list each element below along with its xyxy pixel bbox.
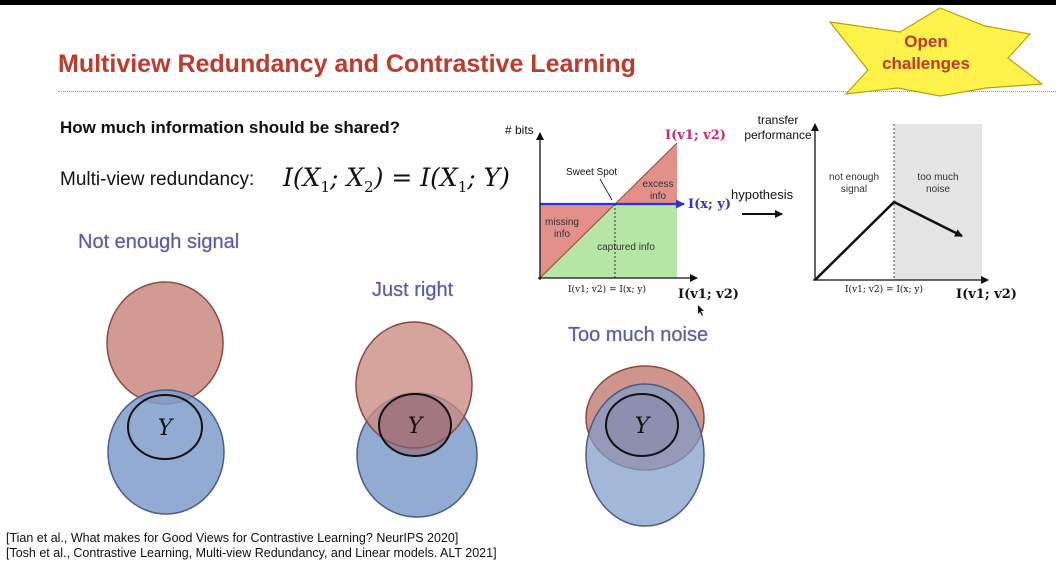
y-label: Y bbox=[634, 414, 650, 439]
transfer-ylabel-line1: transfer bbox=[757, 113, 799, 127]
star-badge-shape bbox=[830, 8, 1042, 96]
view-circle-blue bbox=[108, 390, 224, 514]
info-tick-label: I(v1; v2) = I(x; y) bbox=[568, 285, 646, 295]
mvr-formula: $I(X_1$; $X_2) = I(X_1$; Y) bbox=[283, 163, 510, 196]
transfer-tick-label: I(v1; v2) = I(x; y) bbox=[845, 285, 923, 295]
references bbox=[6, 531, 497, 561]
excess-line1: excess bbox=[642, 179, 674, 190]
slide-title: Multiview Redundancy and Contrastive Learning bbox=[58, 50, 636, 78]
view-circle-red bbox=[107, 282, 223, 404]
case-label-not-enough-signal: Not enough signal bbox=[78, 231, 240, 253]
info-ylabel: # bits bbox=[505, 123, 534, 137]
badge-line1: Open bbox=[904, 32, 948, 51]
case-label-too-much-noise: Too much noise bbox=[568, 324, 709, 346]
transfer-right-line1: too much bbox=[917, 172, 959, 183]
question-text: How much information should be shared? bbox=[60, 118, 401, 137]
y-label: Y bbox=[157, 416, 173, 441]
hypothesis-arrow bbox=[731, 187, 794, 214]
transfer-xlabel: I(v1; v2) bbox=[956, 287, 1017, 302]
performance-curve bbox=[815, 202, 894, 280]
mouse-cursor-icon bbox=[698, 305, 704, 316]
reference-2: [Tosh et al., Contrastive Learning, Multi-view Redundancy, and Linear models. ALT 2021] bbox=[6, 546, 497, 560]
venn-too-much-noise bbox=[586, 366, 704, 526]
transfer-left-line1: not enough bbox=[828, 172, 880, 183]
transfer-ylabel-line2: performance bbox=[744, 128, 812, 142]
mvr-label: Multi-view redundancy: bbox=[60, 169, 255, 190]
missing-line2: info bbox=[553, 229, 571, 240]
transfer-plot bbox=[744, 113, 1017, 302]
open-challenges-badge bbox=[830, 8, 1042, 96]
information-plot bbox=[505, 123, 739, 302]
case-label-just-right: Just right bbox=[372, 279, 454, 301]
sweet-spot-label: Sweet Spot bbox=[566, 167, 618, 178]
captured-label: captured info bbox=[597, 242, 655, 253]
reference-1: [Tian et al., What makes for Good Views for Contrastive Learning? NeurIPS 2020] bbox=[6, 531, 459, 545]
y-label: Y bbox=[407, 414, 423, 439]
too-much-noise-region bbox=[894, 124, 982, 280]
venn-not-enough-signal bbox=[107, 282, 224, 514]
missing-line1: missing bbox=[545, 217, 579, 228]
info-line-label: I(x; y) bbox=[688, 197, 732, 212]
venn-just-right bbox=[356, 322, 477, 517]
hypothesis-label: hypothesis bbox=[731, 187, 794, 202]
transfer-right-line2: noise bbox=[926, 184, 950, 195]
excess-line2: info bbox=[649, 191, 667, 202]
info-xlabel: I(v1; v2) bbox=[678, 287, 739, 302]
badge-line2: challenges bbox=[882, 54, 970, 73]
diag-label: I(v1; v2) bbox=[665, 128, 726, 143]
transfer-left-line2: signal bbox=[840, 184, 868, 195]
sweet-spot-pointer bbox=[600, 179, 612, 200]
